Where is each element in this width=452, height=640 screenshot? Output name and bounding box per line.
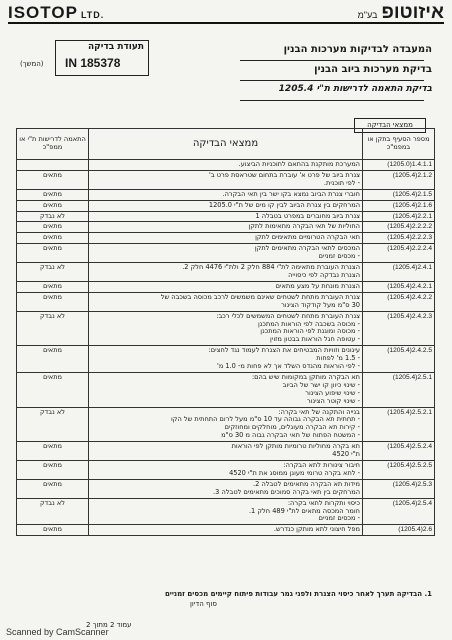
findings-line: צנרת ביוב מחוברים במפרט בטבלה 1 bbox=[255, 211, 360, 220]
row-compliance-result: מתאים bbox=[17, 200, 89, 211]
row-findings bbox=[89, 372, 363, 407]
row-findings bbox=[89, 292, 363, 311]
findings-line: - מכוסה בשכבה לפי הוראות המתכנן bbox=[257, 319, 360, 328]
row-compliance-result: מתאים bbox=[17, 292, 89, 311]
table-row bbox=[17, 311, 435, 346]
findings-line: - שינוי כיוון קו ישר של הביוב bbox=[282, 380, 360, 389]
table-body bbox=[17, 160, 435, 536]
brand-name-hebrew: איזוטופ bbox=[381, 2, 444, 23]
findings-line: - 1.5 מ' לפחות bbox=[316, 354, 360, 363]
table-row bbox=[17, 200, 435, 211]
row-findings bbox=[89, 222, 363, 233]
row-compliance-result: מתאים bbox=[17, 222, 89, 233]
row-compliance-result: לא נבדק bbox=[17, 407, 89, 442]
findings-line: כיסוי ותקרות לתאי בקרה: bbox=[287, 498, 360, 507]
findings-line: עיגונים וזוויות המבטיחים את הצנרת לעמוד נגד לחצים: bbox=[208, 346, 360, 355]
row-findings bbox=[89, 160, 363, 171]
certificate-label: תעודת בדיקה bbox=[88, 42, 145, 52]
row-compliance-result: מתאים bbox=[17, 281, 89, 292]
row-compliance-result: לא נבדק bbox=[17, 311, 89, 346]
table-row bbox=[17, 498, 435, 525]
row-standard-clause: 2.5.1(1205.4) bbox=[363, 372, 435, 407]
findings-line: - מכסים זמניים bbox=[318, 252, 360, 261]
findings-line: צנרת ביוב של פרט א' עוברת בתחום שטראסת פרט ב' bbox=[209, 170, 360, 179]
row-compliance-result: מתאים bbox=[17, 525, 89, 536]
title-rule bbox=[240, 60, 424, 61]
row-standard-clause: 2.5.2.1(1205.4) bbox=[363, 407, 435, 442]
findings-line: - שינוי קוטר הצינור bbox=[306, 396, 360, 405]
table-row bbox=[17, 170, 435, 189]
row-standard-clause: 2.4.1(1205.4) bbox=[363, 263, 435, 282]
row-standard-clause: 2.6(1205.4) bbox=[363, 525, 435, 536]
test-title: בדיקת מערכות ביוב הבנין bbox=[314, 64, 432, 75]
findings-line: הצנרת נבדקה לפי כיסוייה bbox=[288, 270, 360, 279]
table-row bbox=[17, 346, 435, 373]
header-rule bbox=[8, 22, 444, 24]
findings-line: - קירות תא הבקרה מעוגלים, מוחלקים ומחוזקים bbox=[224, 423, 360, 432]
row-standard-clause: 2.5.4(1205.4) bbox=[363, 498, 435, 525]
findings-line: הצנרת מונחת על מצע מתאים bbox=[275, 281, 360, 290]
brand-name: ISOTOP bbox=[8, 3, 78, 22]
findings-line: צנרת העוברת מתחת לשטחים המשמשים לכלי רכב: bbox=[216, 311, 360, 320]
row-findings bbox=[89, 233, 363, 244]
table-row bbox=[17, 407, 435, 442]
findings-line: 30 ס"מ מעל קודקוד הצינור bbox=[281, 300, 360, 309]
table-row bbox=[17, 479, 435, 498]
row-compliance-result: מתאים bbox=[17, 233, 89, 244]
row-findings bbox=[89, 498, 363, 525]
signature-label: סוף הדיון bbox=[190, 600, 217, 608]
findings-line: הצנרת העוברת מתאימה לת"י 884 חלק 2 ולת"י 4476 חלק 2. bbox=[182, 263, 360, 272]
row-findings bbox=[89, 442, 363, 461]
findings-line: תא הבקרה מותקן במקומות שיש בהם: bbox=[251, 372, 360, 381]
row-compliance-result: מתאים bbox=[17, 372, 89, 407]
findings-line: - לפי הוראות מהנדס השלד אך לא פחות מ- 1.0 מ' bbox=[217, 362, 360, 371]
table-row bbox=[17, 263, 435, 282]
findings-line: - המשטח הפתוח של תאי הבקרה גבוה מ 30 ס"מ bbox=[221, 431, 360, 440]
header-result: התאמה לדרישות ת"י או ממפ"כ bbox=[17, 129, 89, 160]
findings-line: - מכוסה ומוגנת לפי הוראות המתכנן bbox=[260, 327, 360, 336]
findings-label: ממצאי הבדיקה bbox=[354, 118, 426, 133]
brand-suffix: בע"מ bbox=[357, 10, 378, 20]
row-standard-clause: 2.2.2.2(1205.4) bbox=[363, 222, 435, 233]
row-standard-clause: 2.1.5(1205.4) bbox=[363, 189, 435, 200]
table-header-row bbox=[17, 129, 435, 160]
row-standard-clause: 2.5.2.5(1205.4) bbox=[363, 461, 435, 480]
row-compliance-result: לא נבדק bbox=[17, 498, 89, 525]
row-findings bbox=[89, 479, 363, 498]
row-compliance-result: מתאים bbox=[17, 442, 89, 461]
table-row bbox=[17, 211, 435, 222]
row-standard-clause: 2.1.6(1205.4) bbox=[363, 200, 435, 211]
findings-line: מפל חיצוני לתא מותקן כנדרש. bbox=[273, 525, 360, 534]
findings-line: המרחקים בין צנרת הביוב לבין קו מים של ת"י 1205.0 bbox=[208, 200, 360, 209]
row-findings bbox=[89, 407, 363, 442]
brand-ltd: LTD. bbox=[80, 10, 105, 20]
row-compliance-result: מתאים bbox=[17, 170, 89, 189]
row-standard-clause: 2.4.2.5(1205.4) bbox=[363, 346, 435, 373]
row-compliance-result: לא נבדק bbox=[17, 263, 89, 282]
findings-line: - עטופה חגל הוראות בבטון מזוין bbox=[270, 335, 360, 344]
table-row bbox=[17, 160, 435, 171]
row-compliance-result: מתאים bbox=[17, 346, 89, 373]
compliance-title: בדיקת התאמה לדרישות ת"י 1205.4 bbox=[278, 84, 432, 94]
findings-line: מידות תא הבקרה מתאימים לטבלה 2. bbox=[253, 479, 360, 488]
table-row bbox=[17, 281, 435, 292]
row-standard-clause: 2.2.1(1205.4) bbox=[363, 211, 435, 222]
brand-logo-hebrew bbox=[358, 2, 444, 24]
findings-line: - שינוי שיפוע הצינור bbox=[305, 388, 360, 397]
row-findings bbox=[89, 461, 363, 480]
title-rule bbox=[240, 100, 424, 101]
table-row bbox=[17, 292, 435, 311]
findings-line: תאי הבקרה הטרומיים מתאימים לתקן bbox=[255, 233, 360, 242]
row-compliance-result: לא נבדק bbox=[17, 211, 89, 222]
row-compliance-result bbox=[17, 160, 89, 171]
row-compliance-result: מתאים bbox=[17, 244, 89, 263]
table-row bbox=[17, 525, 435, 536]
row-findings bbox=[89, 346, 363, 373]
row-findings bbox=[89, 281, 363, 292]
row-standard-clause: 2.4.2.1(1205.4) bbox=[363, 281, 435, 292]
findings-line: חיבור צינורות לתא הבקרה: bbox=[283, 461, 360, 469]
row-standard-clause: 2.2.2.3(1205.4) bbox=[363, 233, 435, 244]
footnote: 1. הבדיקה תערך לאחר כיסוי הצנרת ולפני גמר עבודות פיתוח קיימים מכסים זמניים bbox=[164, 590, 432, 598]
row-findings bbox=[89, 244, 363, 263]
row-findings bbox=[89, 525, 363, 536]
row-standard-clause: 2.1.2(1205.4) bbox=[363, 170, 435, 189]
findings-line: המכסים לתאי הבקרה מתאימים לתקן bbox=[254, 244, 360, 253]
findings-line: חומר המכסה מתאים לת"י 489 חלק 1. bbox=[248, 506, 360, 515]
scan-watermark: Scanned by CamScanner bbox=[6, 627, 109, 637]
header-findings: ממצאי הבדיקה bbox=[89, 129, 363, 160]
findings-line: - לפי תוכנית. bbox=[323, 178, 360, 187]
findings-line: חוברי צנרת הביוב נמצא בקו ישר בין תאי הבקרה. bbox=[222, 189, 360, 198]
row-standard-clause: 1.4.1.1(1205.0) bbox=[363, 160, 435, 171]
row-findings bbox=[89, 189, 363, 200]
row-findings bbox=[89, 263, 363, 282]
findings-line: החוליות של תאי הבקרה מתאימות לתקן bbox=[248, 222, 360, 231]
findings-line: ת"י 4520 bbox=[332, 450, 360, 459]
findings-line: המערכת מותקנת בהתאם לתוכניות הביצוע. bbox=[238, 160, 360, 168]
row-compliance-result: מתאים bbox=[17, 479, 89, 498]
findings-line: - מכסים זמניים bbox=[318, 514, 360, 523]
row-standard-clause: 2.2.2.4(1205.4) bbox=[363, 244, 435, 263]
table-row bbox=[17, 189, 435, 200]
row-standard-clause: 2.5.3(1205.4) bbox=[363, 479, 435, 498]
table-row bbox=[17, 372, 435, 407]
findings-line: בנייה והתקנה של תאי בקרה: bbox=[278, 407, 360, 416]
findings-line: - תחתית תא הבקרה גבוהה עד 10 ס"מ מעל לרום התחתית של הקו bbox=[170, 415, 360, 424]
findings-line: - לתא בקרה טרומי מעוגן ממוסג את ת"י 4520 bbox=[229, 468, 360, 477]
title-rule bbox=[240, 80, 424, 81]
row-standard-clause: 2.4.2.2(1205.4) bbox=[363, 292, 435, 311]
certificate-continuation: (המשך) bbox=[20, 60, 44, 68]
findings-table bbox=[16, 128, 435, 536]
page-number: עמוד 2 מתוך 2 bbox=[86, 621, 132, 629]
row-findings bbox=[89, 311, 363, 346]
header-std: מספר הסעיף בתקן או במפמ"כ bbox=[363, 129, 435, 160]
certificate-number: IN 185378 bbox=[65, 56, 121, 70]
table-row bbox=[17, 222, 435, 233]
row-compliance-result: מתאים bbox=[17, 189, 89, 200]
findings-line: צנרת העוברת מתחת לשטחים שאינם משמשים לרכב מכוסה בשכבה של bbox=[160, 292, 360, 301]
row-findings bbox=[89, 211, 363, 222]
row-standard-clause: 2.4.2.3(1205.4) bbox=[363, 311, 435, 346]
row-findings bbox=[89, 170, 363, 189]
row-compliance-result: מתאים bbox=[17, 461, 89, 480]
table-row bbox=[17, 244, 435, 263]
row-standard-clause: 2.5.2.4(1205.4) bbox=[363, 442, 435, 461]
table-row bbox=[17, 461, 435, 480]
table-row bbox=[17, 442, 435, 461]
findings-line: תא בקרה מחוליות טרומיות מותקן לפי הוראות bbox=[231, 442, 360, 451]
table-row bbox=[17, 233, 435, 244]
row-findings bbox=[89, 200, 363, 211]
findings-line: המרחקים בין תאי בקרה סמוכים מתאימים לטבלה 3. bbox=[213, 487, 360, 496]
lab-title: המעבדה לבדיקות מערכות הבנין bbox=[283, 44, 432, 55]
brand-logo-latin bbox=[8, 3, 104, 23]
